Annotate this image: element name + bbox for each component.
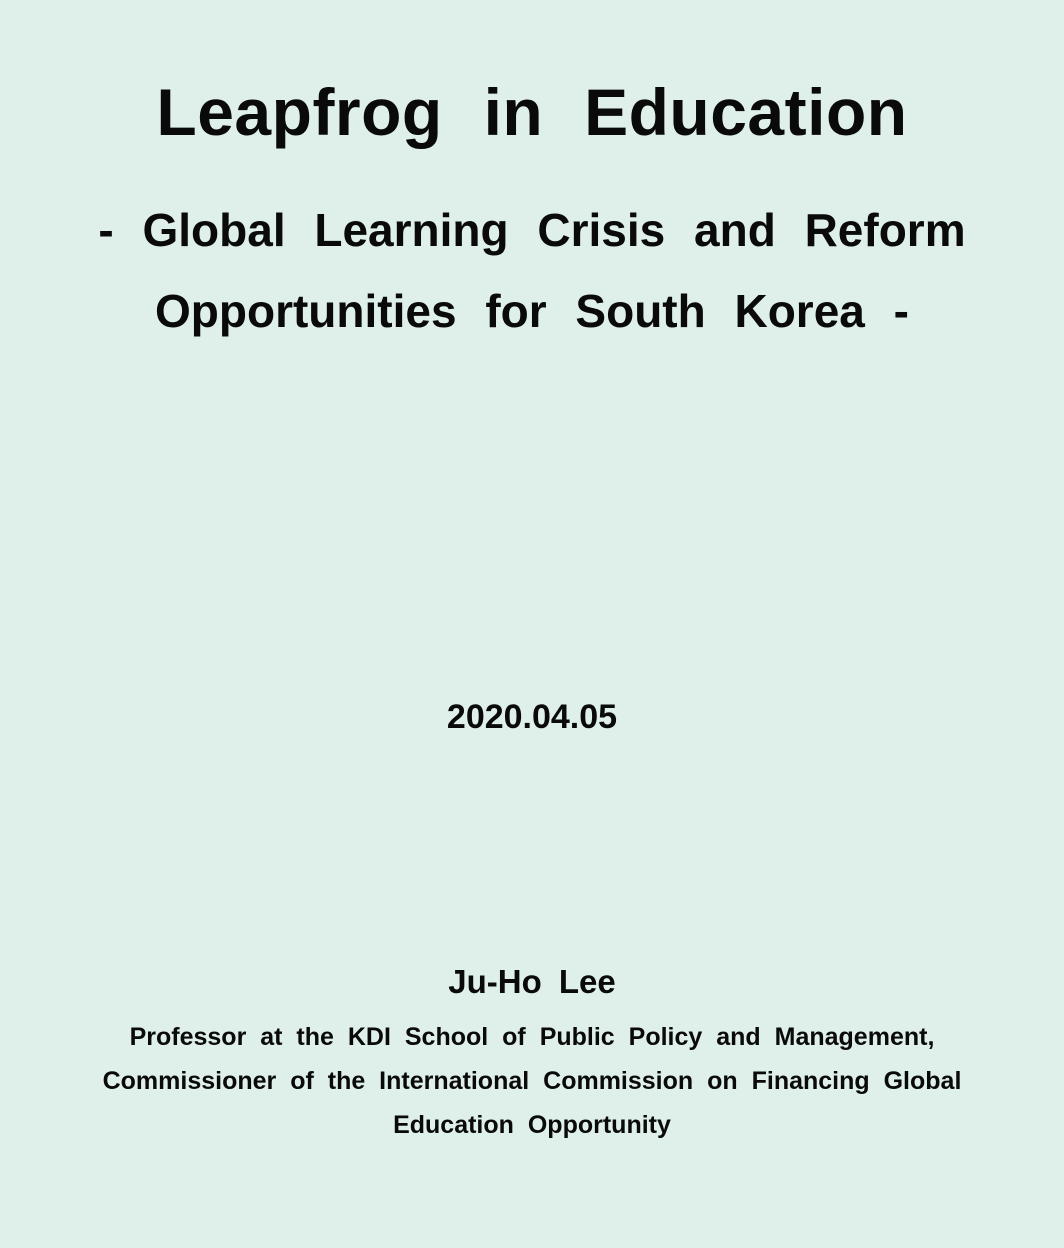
- affiliation-line: Commissioner of the International Commission on Financing Global: [102, 1067, 962, 1095]
- author-name: Ju-Ho Lee: [448, 963, 616, 1000]
- document-subtitle: [90, 190, 974, 352]
- subtitle-line: Opportunities for South Korea -: [155, 285, 909, 337]
- author-affiliation: [90, 1015, 974, 1147]
- document-date: 2020.04.05: [446, 698, 618, 736]
- subtitle-line: - Global Learning Crisis and Reform: [98, 204, 966, 256]
- document-title: Leapfrog in Education: [156, 75, 908, 149]
- affiliation-line: Professor at the KDI School of Public Policy and Management,: [129, 1023, 935, 1051]
- affiliation-line: Education Opportunity: [393, 1111, 671, 1139]
